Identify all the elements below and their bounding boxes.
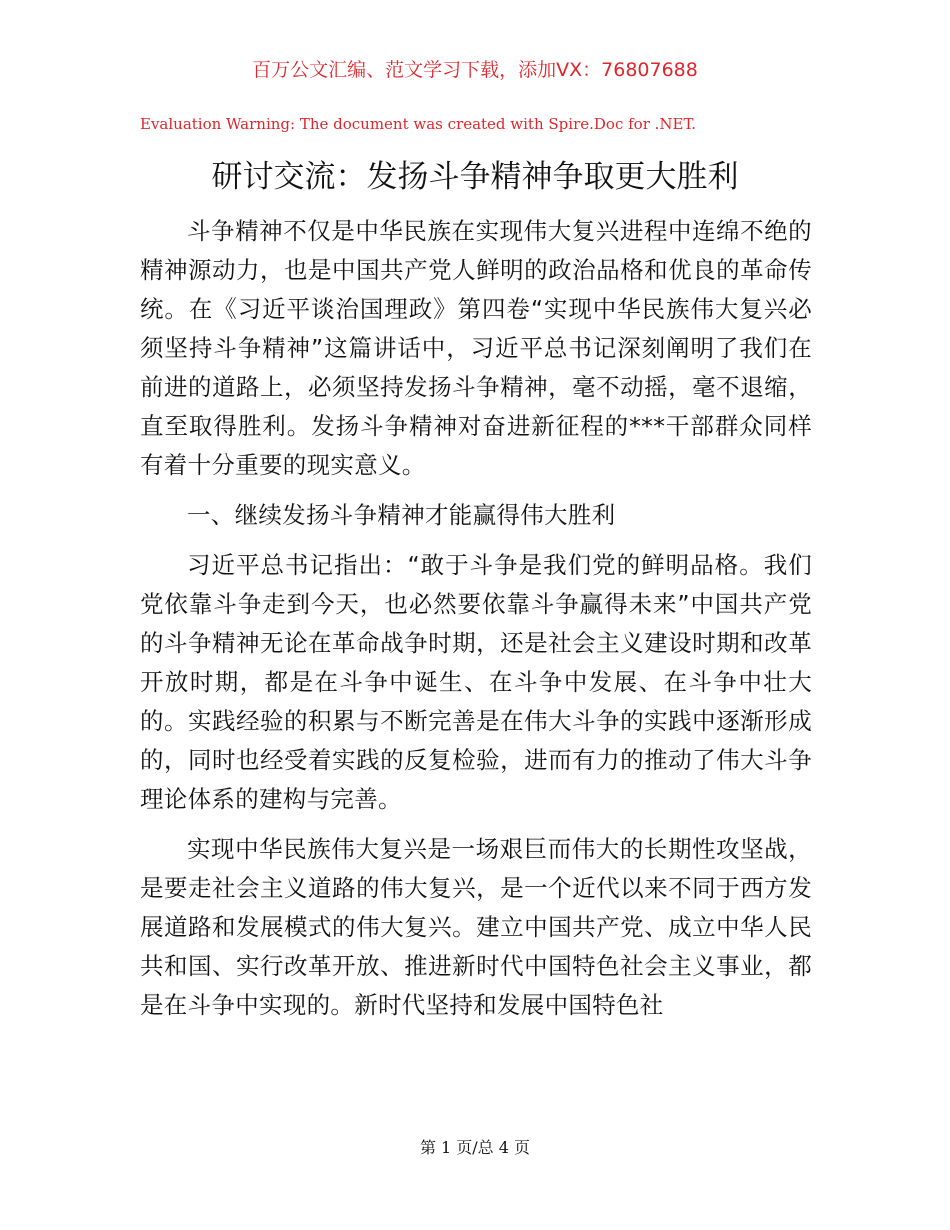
paragraph-section-1-b: 实现中华民族伟大复兴是一场艰巨而伟大的长期性攻坚战，是要走社会主义道路的伟大复兴，是一个近代以来不同于西方发展道路和发展模式的伟大复兴。建立中国共产党、成立中华人民共和国、实行改革开放、推进新时代中国特色社会主义事业，都是在斗争中实现的。新时代坚持和发展中国特色社 [140,835,812,1019]
document-title: 研讨交流：发扬斗争精神争取更大胜利 [211,159,739,195]
header-banner: 百万公文汇编、范文学习下载，添加VX：76807688 [252,59,698,81]
paragraph-section-1-a: 习近平总书记指出：“敢于斗争是我们党的鲜明品格。我们党依靠斗争走到今天，也必然要依靠斗争赢得未来”中国共产党的斗争精神无论在革命战争时期，还是社会主义建设时期和改革开放时期，都是在斗争中诞生、在斗争中发展、在斗争中壮大的。实践经验的积累与不断完善是在伟大斗争的实践中逐渐形成的，同时也经受着实践的反复检验，进而有力的推动了伟大斗争理论体系的建构与完善。 [140,551,812,813]
page-number-footer: 第 1 页/总 4 页 [419,1138,531,1157]
evaluation-warning: Evaluation Warning: The document was created with Spire.Doc for .NET. [140,115,697,133]
document-body [140,212,812,1025]
section-heading-1: 一、继续发扬斗争精神才能赢得伟大胜利 [187,501,616,529]
paragraph-intro: 斗争精神不仅是中华民族在实现伟大复兴进程中连绵不绝的精神源动力，也是中国共产党人鲜明的政治品格和优良的革命传统。在《习近平谈治国理政》第四卷“实现中华民族伟大复兴必须坚持斗争精神”这篇讲话中，习近平总书记深刻阐明了我们在前进的道路上，必须坚持发扬斗争精神，毫不动摇，毫不退缩，直至取得胜利。发扬斗争精神对奋进新征程的***干部群众同样有着十分重要的现实意义。 [140,217,812,479]
